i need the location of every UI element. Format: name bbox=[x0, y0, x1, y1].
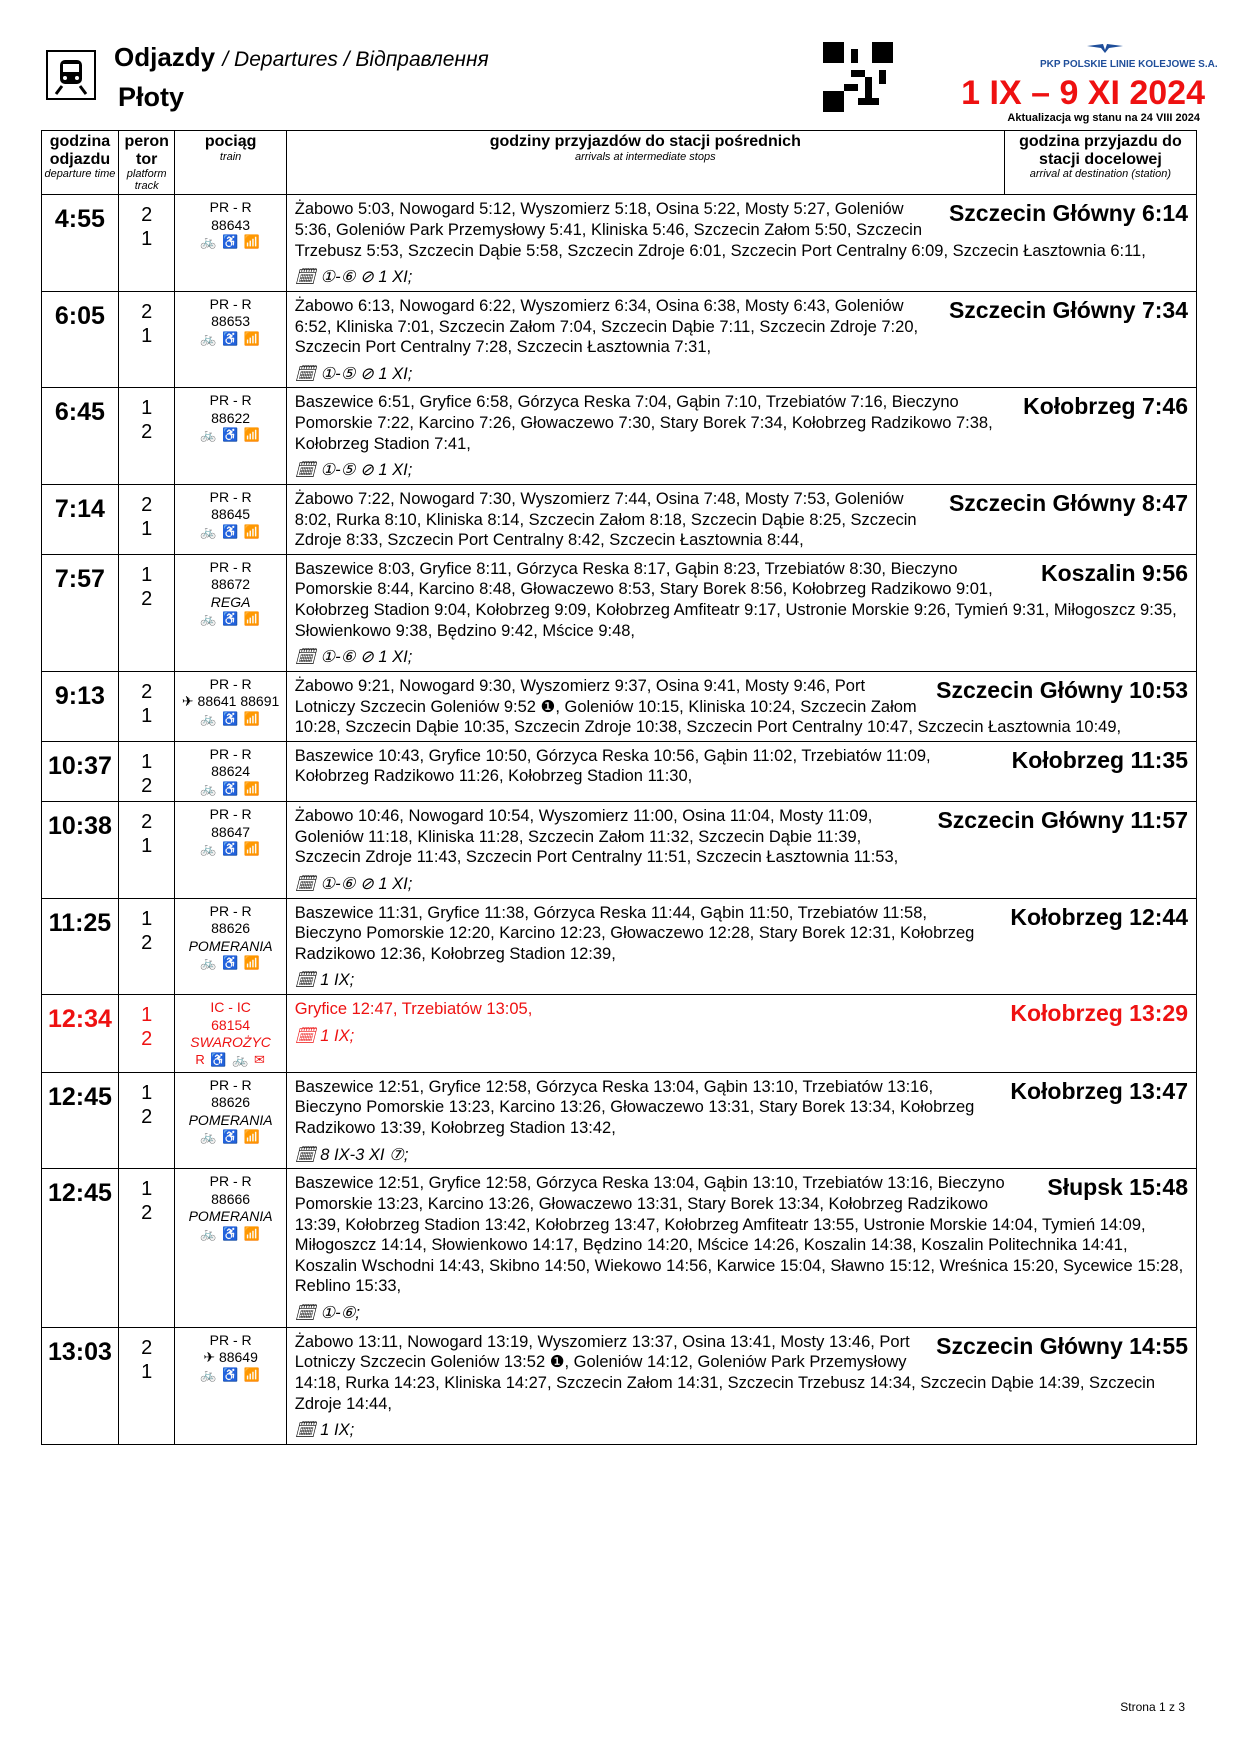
track: 2 bbox=[141, 587, 153, 610]
calendar-icon: 🗓 bbox=[294, 461, 321, 480]
train-name: POMERANIA bbox=[188, 1208, 273, 1225]
track: 2 bbox=[141, 931, 153, 954]
intermediate-stops: Żabowo 5:03, Nowogard 5:12, Wyszomierz 5:18, Osina 5:22, Mosty 5:27, Goleniów 5:36, Goleniów Park Przemysłowy 5:41, Kliniska 5:46, Szczecin Załom 5:50, Szczecin Trzebusz 5:53, Szczecin Dąbie 5:58, Szczecin Zdroje 6:01, Szczecin Port Centralny 6:09, Szczecin Łasztownia 6:11, bbox=[294, 200, 1146, 260]
destination-arrival: Kołobrzeg 11:35 bbox=[1011, 746, 1188, 773]
calendar-icon: 🗓 bbox=[294, 1304, 321, 1322]
departure-row bbox=[42, 741, 1197, 801]
platform-track bbox=[118, 291, 175, 388]
train-name: POMERANIA bbox=[188, 937, 273, 954]
departure-time: 4:55 bbox=[42, 195, 119, 292]
col-destination: godzina przyjazdu do stacji docelowej arrival at destination (station) bbox=[1004, 131, 1196, 195]
train-info bbox=[175, 995, 286, 1073]
destination-arrival: Kołobrzeg 7:46 bbox=[1023, 393, 1188, 420]
train-category: PR - R bbox=[209, 745, 252, 762]
train-logo-icon bbox=[46, 50, 96, 100]
track: 2 bbox=[141, 421, 153, 444]
train-number: ✈ 88641 88691 bbox=[181, 693, 280, 710]
intermediate-stops: Żabowo 6:13, Nowogard 6:22, Wyszomierz 6:34, Osina 6:38, Mosty 6:43, Goleniów 6:52, Kliniska 7:01, Szczecin Załom 7:04, Szczecin Dąbie 7:11, Szczecin Zdroje 7:20, Szczecin Port Centralny 7:28, Szczecin Łasztownia 7:31, bbox=[294, 296, 919, 357]
departure-row bbox=[42, 898, 1197, 995]
departure-time: 6:45 bbox=[42, 388, 119, 485]
train-number: 88666 bbox=[211, 1190, 251, 1207]
col-stops: godziny przyjazdów do stacji pośrednich arrivals at intermediate stops bbox=[286, 131, 1004, 195]
platform-track bbox=[118, 1169, 175, 1327]
train-info bbox=[175, 388, 286, 485]
train-info bbox=[175, 1169, 286, 1327]
departure-row bbox=[42, 195, 1197, 292]
track: 1 bbox=[141, 228, 153, 251]
platform-track bbox=[118, 484, 175, 554]
track: 2 bbox=[141, 774, 153, 797]
operating-days: 🗓 ①-⑥; bbox=[294, 1304, 360, 1322]
train-amenities-icon: 🚲 ♿ 📶 bbox=[200, 1129, 261, 1145]
train-category: PR - R bbox=[209, 806, 252, 822]
track: 1 bbox=[141, 835, 153, 857]
platform: 1 bbox=[141, 907, 153, 930]
departure-row bbox=[42, 671, 1197, 741]
intermediate-stops: Baszewice 11:31, Gryfice 11:38, Górzyca Reska 11:44, Gąbin 11:50, Trzebiatów 11:58, Bieczyno Pomorskie 12:20, Karcino 12:23, Głowaczewo 12:28, Stary Borek 12:31, Kołobrzeg Radzikowo 12:36, Kołobrzeg Stadion 12:39, bbox=[294, 903, 975, 963]
train-category: PR - R bbox=[209, 558, 252, 575]
departure-row bbox=[42, 802, 1197, 899]
validity-period: 1 IX – 9 XI 2024 bbox=[961, 74, 1205, 112]
train-amenities-icon: 🚲 ♿ 📶 bbox=[200, 611, 261, 627]
intermediate-stops: Żabowo 10:46, Nowogard 10:54, Wyszomierz 11:00, Osina 11:04, Mosty 11:09, Goleniów 11:18, Kliniska 11:28, Szczecin Załom 11:32, Szczecin Dąbie 11:39, Szczecin Zdroje 11:43, Szczecin Port Centralny 11:51, Szczecin Łasztownia 11:53, bbox=[294, 807, 899, 867]
train-number: 88626 bbox=[211, 1094, 251, 1111]
departure-time: 12:45 bbox=[42, 1169, 119, 1327]
train-amenities-icon: 🚲 ♿ 📶 bbox=[200, 234, 261, 250]
stops-cell bbox=[286, 554, 1196, 671]
destination-arrival: Szczecin Główny 14:55 bbox=[936, 1332, 1188, 1359]
train-number: 88626 bbox=[211, 920, 251, 936]
stops-cell bbox=[286, 1072, 1196, 1169]
departure-time: 6:05 bbox=[42, 291, 119, 388]
col-time: godzina odjazdu departure time bbox=[42, 131, 119, 195]
destination-arrival: Kołobrzeg 13:47 bbox=[1010, 1077, 1188, 1104]
train-amenities-icon: 🚲 ♿ 📶 bbox=[200, 427, 261, 443]
pkp-logo: PKP POLSKIE LINIE KOLEJOWE S.A. bbox=[1040, 40, 1170, 70]
platform: 1 bbox=[141, 1178, 153, 1201]
calendar-icon: 🗓 bbox=[294, 364, 321, 383]
departure-time: 12:45 bbox=[42, 1072, 119, 1169]
train-category: PR - R bbox=[209, 392, 252, 409]
operating-days: 🗓 1 IX; bbox=[294, 971, 355, 990]
train-category: PR - R bbox=[209, 1173, 252, 1190]
platform-track bbox=[118, 195, 175, 292]
calendar-icon: 🗓 bbox=[294, 1026, 321, 1045]
platform-track bbox=[118, 995, 175, 1073]
train-number: 88647 bbox=[211, 823, 251, 840]
departure-time: 11:25 bbox=[42, 898, 119, 995]
platform-track bbox=[118, 802, 175, 899]
intermediate-stops: Żabowo 9:21, Nowogard 9:30, Wyszomierz 9:37, Osina 9:41, Mosty 9:46, Port Lotniczy Szczecin Goleniów 9:52 ❶, Goleniów 10:15, Kliniska 10:24, Szczecin Załom 10:28, Szczecin Dąbie 10:35, Szczecin Zdroje 10:38, Szczecin Port Centralny 10:47, Szczecin Łasztownia 10:49, bbox=[294, 676, 1122, 737]
col-platform: peron tor platform track bbox=[118, 131, 175, 195]
intermediate-stops: Żabowo 13:11, Nowogard 13:19, Wyszomierz 13:37, Osina 13:41, Mosty 13:46, Port Lotniczy Szczecin Goleniów 13:52 ❶, Goleniów 14:12, Goleniów Park Przemysłowy 14:18, Rurka 14:23, Kliniska 14:27, Szczecin Załom 14:31, Szczecin Trzebusz 14:34, Szczecin Dąbie 14:39, Szczecin Zdroje 14:44, bbox=[294, 1332, 1156, 1413]
platform: 2 bbox=[141, 1336, 153, 1359]
operating-days: 🗓 ①-⑤ ⊘ 1 XI; bbox=[294, 364, 413, 383]
intermediate-stops: Baszewice 6:51, Gryfice 6:58, Górzyca Reska 7:04, Gąbin 7:10, Trzebiatów 7:16, Bieczyno Pomorskie 7:22, Karcino 7:26, Głowaczewo 7:30, Stary Borek 7:34, Kołobrzeg Radzikowo 7:38, Kołobrzeg Stadion 7:41, bbox=[294, 393, 993, 453]
train-name: SWAROŻYC bbox=[190, 1034, 271, 1050]
platform: 2 bbox=[141, 811, 153, 833]
train-amenities-icon: 🚲 ♿ 📶 bbox=[200, 523, 261, 539]
departure-row bbox=[42, 554, 1197, 671]
train-info bbox=[175, 484, 286, 554]
track: 1 bbox=[141, 1360, 153, 1383]
platform-track bbox=[118, 1072, 175, 1169]
destination-arrival: Szczecin Główny 8:47 bbox=[948, 489, 1188, 516]
destination-arrival: Słupsk 15:48 bbox=[1047, 1174, 1188, 1201]
train-name: POMERANIA bbox=[188, 1111, 273, 1128]
departure-time: 10:37 bbox=[42, 741, 119, 801]
calendar-icon: 🗓 bbox=[294, 268, 321, 287]
train-number: 88643 bbox=[211, 216, 251, 233]
page-header bbox=[0, 0, 1240, 130]
intermediate-stops: Baszewice 8:03, Gryfice 8:11, Górzyca Reska 8:17, Gąbin 8:23, Trzebiatów 8:30, Bieczyno Pomorskie 8:44, Karcino 8:48, Głowaczewo 8:53, Stary Borek 8:56, Kołobrzeg Radzikowo 9:01, Kołobrzeg Stadion 9:04, Kołobrzeg 9:09, Kołobrzeg Amfiteatr 9:17, Ustronie Morskie 9:26, Tymień 9:31, Miłogoszcz 9:35, Słowienkowo 9:38, Będzino 9:42, Mścice 9:48, bbox=[294, 559, 1177, 640]
operating-days: 🗓 ①-⑤ ⊘ 1 XI; bbox=[294, 461, 413, 480]
departure-time: 7:57 bbox=[42, 554, 119, 671]
intermediate-stops: Baszewice 12:51, Gryfice 12:58, Górzyca Reska 13:04, Gąbin 13:10, Trzebiatów 13:16, Bieczyno Pomorskie 13:23, Karcino 13:26, Głowaczewo 13:31, Stary Borek 13:34, Kołobrzeg Radzikowo 13:39, Kołobrzeg Stadion 13:42, Kołobrzeg 13:47, Kołobrzeg Amfiteatr 13:55, Ustronie Morskie 14:04, Tymień 14:09, Miłogoszcz 14:14, Słowienkowo 14:17, Będzino 14:20, Mścice 14:26, Koszalin 14:38, Koszalin Politechnika 14:41, Koszalin Wschodni 14:43, Skibno 14:50, Wiekowo 14:56, Karwice 15:04, Sławno 15:12, Wreśnica 15:20, Sycewice 15:28, Reblino 15:33, bbox=[294, 1174, 1184, 1296]
train-category: PR - R bbox=[209, 675, 252, 692]
departures-table bbox=[41, 130, 1197, 1445]
train-info bbox=[175, 291, 286, 388]
track: 1 bbox=[141, 324, 153, 347]
platform: 1 bbox=[141, 397, 153, 420]
track: 2 bbox=[141, 1105, 153, 1128]
operating-days: 🗓 8 IX-3 XI ⑦; bbox=[294, 1145, 409, 1164]
platform: 1 bbox=[141, 1081, 153, 1104]
train-amenities-icon: 🚲 ♿ 📶 bbox=[200, 330, 261, 346]
train-number: 88622 bbox=[211, 409, 251, 426]
departure-row bbox=[42, 1169, 1197, 1327]
train-number: 88645 bbox=[211, 506, 251, 523]
train-info bbox=[175, 802, 286, 899]
departure-time: 10:38 bbox=[42, 802, 119, 899]
operating-days: 🗓 1 IX; bbox=[294, 1026, 355, 1045]
train-name: REGA bbox=[210, 593, 251, 610]
departure-row bbox=[42, 1327, 1197, 1444]
destination-arrival: Kołobrzeg 13:29 bbox=[1010, 1000, 1188, 1026]
train-info bbox=[175, 741, 286, 801]
calendar-icon: 🗓 bbox=[294, 971, 321, 990]
intermediate-stops: Baszewice 12:51, Gryfice 12:58, Górzyca Reska 13:04, Gąbin 13:10, Trzebiatów 13:16, Bieczyno Pomorskie 13:23, Karcino 13:26, Głowaczewo 13:31, Stary Borek 13:34, Kołobrzeg Radzikowo 13:39, Kołobrzeg Stadion 13:42, bbox=[294, 1077, 975, 1137]
page-number: Strona 1 z 3 bbox=[1120, 1700, 1185, 1714]
stops-cell bbox=[286, 388, 1196, 485]
platform-track bbox=[118, 388, 175, 485]
stops-cell bbox=[286, 484, 1196, 554]
train-category: PR - R bbox=[209, 1076, 252, 1093]
departure-time: 13:03 bbox=[42, 1327, 119, 1444]
operating-days: 🗓 ①-⑥ ⊘ 1 XI; bbox=[294, 874, 413, 893]
departure-row bbox=[42, 388, 1197, 485]
destination-arrival: Kołobrzeg 12:44 bbox=[1010, 903, 1188, 930]
platform: 2 bbox=[141, 680, 153, 703]
platform: 2 bbox=[141, 300, 153, 323]
stops-cell bbox=[286, 741, 1196, 801]
stops-cell bbox=[286, 195, 1196, 292]
departure-time: 9:13 bbox=[42, 671, 119, 741]
intermediate-stops: Żabowo 7:22, Nowogard 7:30, Wyszomierz 7:44, Osina 7:48, Mosty 7:53, Goleniów 8:02, Rurka 8:10, Kliniska 8:14, Szczecin Załom 8:18, Szczecin Dąbie 8:25, Szczecin Zdroje 8:33, Szczecin Port Centralny 8:42, Szczecin Łasztownia 8:44, bbox=[294, 489, 917, 550]
intermediate-stops: Baszewice 10:43, Gryfice 10:50, Górzyca Reska 10:56, Gąbin 11:02, Trzebiatów 11:09, Kołobrzeg Radzikowo 11:26, Kołobrzeg Stadion 11:30, bbox=[294, 746, 931, 786]
departure-row bbox=[42, 291, 1197, 388]
train-number: 88624 bbox=[211, 763, 251, 780]
departure-row bbox=[42, 484, 1197, 554]
qr-code-icon bbox=[823, 42, 893, 112]
platform-track bbox=[118, 1327, 175, 1444]
train-category: PR - R bbox=[209, 199, 252, 216]
operating-days: 🗓 1 IX; bbox=[294, 1421, 355, 1440]
stops-cell bbox=[286, 291, 1196, 388]
station-name: Płoty bbox=[118, 82, 185, 112]
platform: 2 bbox=[141, 204, 153, 227]
stops-cell bbox=[286, 671, 1196, 741]
train-amenities-icon: 🚲 ♿ 📶 bbox=[200, 955, 261, 970]
destination-arrival: Koszalin 9:56 bbox=[1041, 559, 1188, 586]
stops-cell bbox=[286, 995, 1196, 1073]
destination-arrival: Szczecin Główny 7:34 bbox=[948, 296, 1188, 323]
calendar-icon: 🗓 bbox=[294, 1421, 321, 1440]
stops-cell bbox=[286, 1169, 1196, 1327]
stops-cell bbox=[286, 802, 1196, 899]
platform: 1 bbox=[141, 563, 153, 586]
train-category: IC - IC bbox=[210, 999, 251, 1015]
train-amenities-icon: 🚲 ♿ 📶 bbox=[200, 841, 261, 856]
platform: 1 bbox=[141, 1004, 153, 1026]
operating-days: 🗓 ①-⑥ ⊘ 1 XI; bbox=[294, 648, 413, 667]
train-category: PR - R bbox=[209, 488, 252, 505]
train-number: 88653 bbox=[211, 313, 251, 330]
destination-arrival: Szczecin Główny 11:57 bbox=[937, 807, 1188, 833]
calendar-icon: 🗓 bbox=[294, 1145, 321, 1164]
calendar-icon: 🗓 bbox=[294, 648, 321, 667]
train-category: PR - R bbox=[209, 902, 252, 919]
train-info bbox=[175, 898, 286, 995]
train-amenities-icon: 🚲 ♿ 📶 bbox=[200, 1366, 261, 1382]
train-amenities-icon: 🚲 ♿ 📶 bbox=[200, 1225, 261, 1241]
train-info bbox=[175, 671, 286, 741]
calendar-icon: 🗓 bbox=[294, 874, 321, 893]
platform: 1 bbox=[141, 750, 153, 773]
departure-row bbox=[42, 995, 1197, 1073]
pkp-eagle-icon bbox=[1085, 40, 1125, 54]
train-category: PR - R bbox=[209, 1331, 252, 1348]
train-amenities-icon: R ♿ 🚲 ✉ bbox=[195, 1051, 266, 1067]
platform-track bbox=[118, 554, 175, 671]
col-train: pociąg train bbox=[175, 131, 286, 195]
track: 2 bbox=[141, 1028, 153, 1050]
departure-row bbox=[42, 1072, 1197, 1169]
train-amenities-icon: 🚲 ♿ 📶 bbox=[200, 780, 261, 796]
train-info bbox=[175, 1327, 286, 1444]
track: 1 bbox=[141, 517, 153, 540]
train-category: PR - R bbox=[209, 295, 252, 312]
destination-arrival: Szczecin Główny 10:53 bbox=[936, 676, 1188, 703]
platform-track bbox=[118, 671, 175, 741]
stops-cell bbox=[286, 898, 1196, 995]
train-number: ✈ 88649 bbox=[203, 1349, 258, 1366]
table-header bbox=[42, 131, 1197, 195]
page-title: Odjazdy / Departures / Відправлення bbox=[114, 42, 489, 72]
platform-track bbox=[118, 898, 175, 995]
intermediate-stops: Gryfice 12:47, Trzebiatów 13:05, bbox=[294, 1000, 533, 1018]
train-info bbox=[175, 195, 286, 292]
operating-days: 🗓 ①-⑥ ⊘ 1 XI; bbox=[294, 268, 413, 287]
train-info bbox=[175, 1072, 286, 1169]
train-number: 68154 bbox=[211, 1016, 251, 1033]
departure-time: 7:14 bbox=[42, 484, 119, 554]
train-info bbox=[175, 554, 286, 671]
train-number: 88672 bbox=[211, 576, 251, 593]
platform: 2 bbox=[141, 493, 153, 516]
track: 2 bbox=[141, 1202, 153, 1225]
update-note: Aktualizacja wg stanu na 24 VIII 2024 bbox=[1007, 112, 1200, 124]
platform-track bbox=[118, 741, 175, 801]
destination-arrival: Szczecin Główny 6:14 bbox=[948, 200, 1188, 227]
departure-time: 12:34 bbox=[42, 995, 119, 1073]
train-amenities-icon: 🚲 ♿ 📶 bbox=[200, 710, 261, 726]
stops-cell bbox=[286, 1327, 1196, 1444]
track: 1 bbox=[141, 704, 153, 727]
